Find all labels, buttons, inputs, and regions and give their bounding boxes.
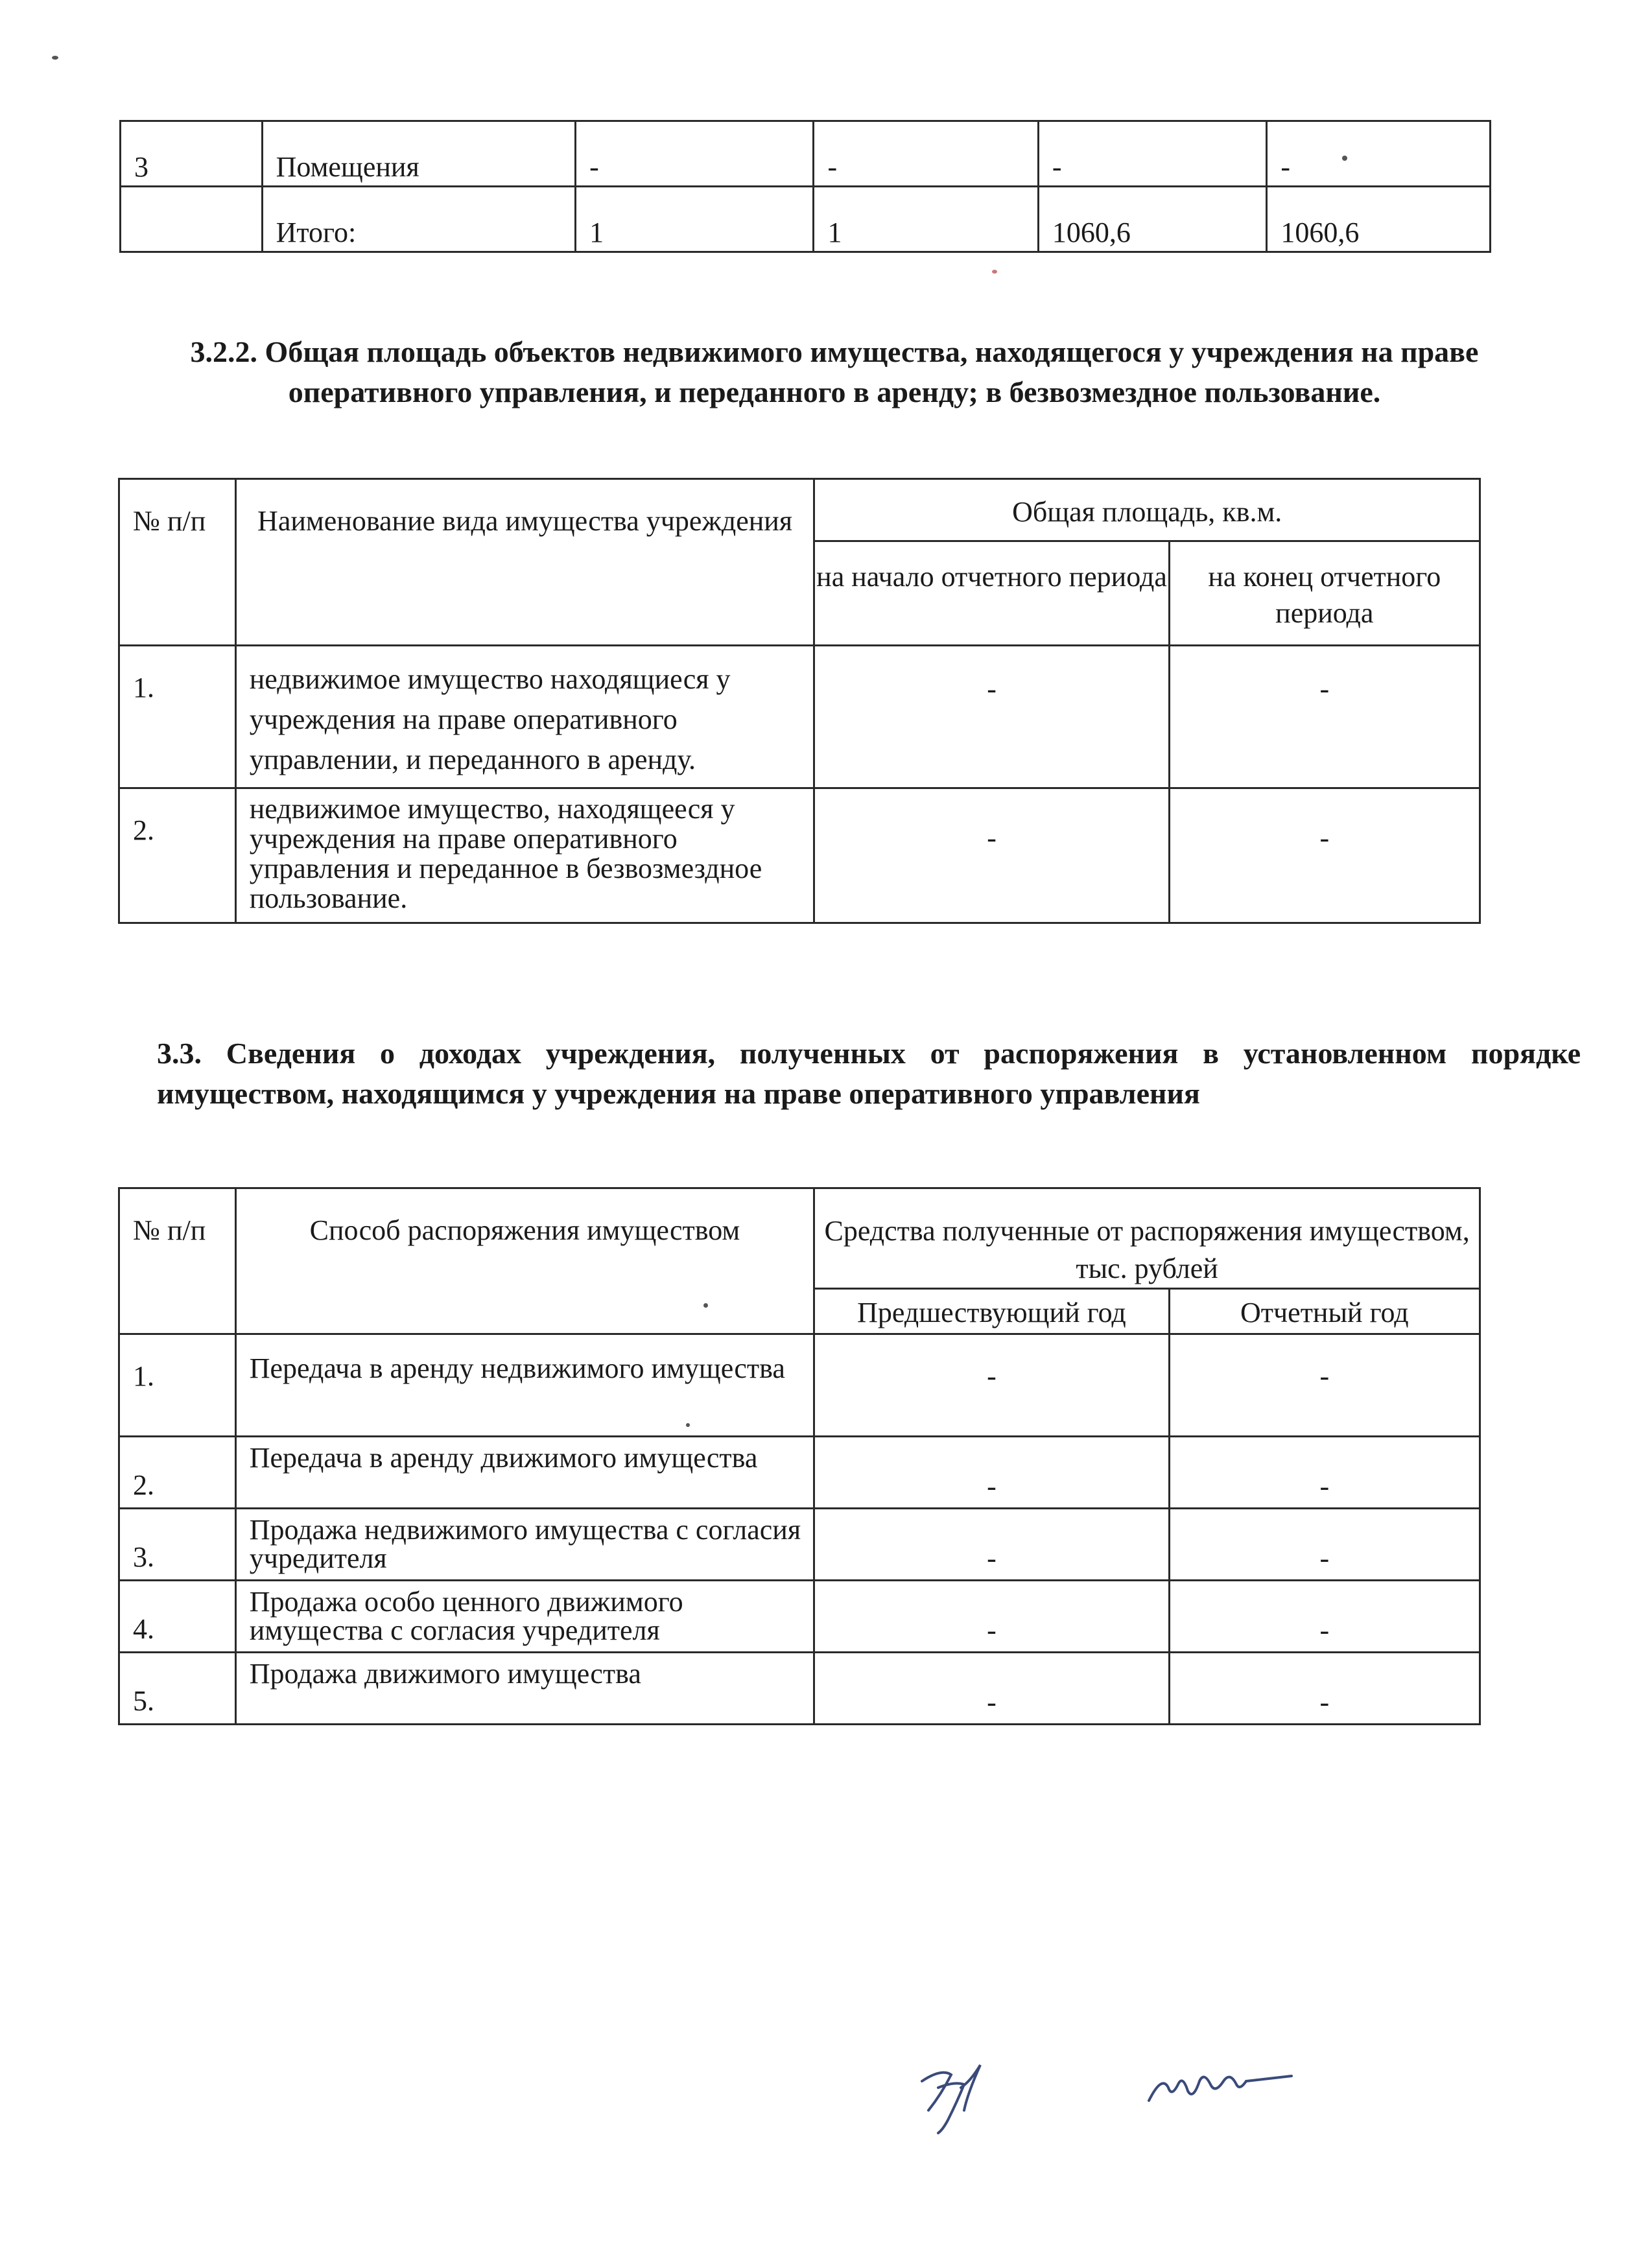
row-value: - — [1267, 121, 1491, 187]
header-report-year: Отчетный год — [1169, 1289, 1480, 1334]
header-start-period: на начало отчетного периода — [814, 541, 1169, 646]
header-group: Средства полученные от распоряжения имуществом, тыс. рублей — [814, 1188, 1480, 1289]
area-table — [118, 478, 1481, 924]
row-value: - — [1169, 788, 1480, 923]
row-number: 1. — [119, 1334, 236, 1437]
table-row-total — [121, 187, 1491, 252]
header-name: Способ распоряжения имуществом — [235, 1188, 814, 1334]
row-value: 1060,6 — [1038, 187, 1267, 252]
section-heading-3-3: 3.3. Сведения о доходах учреждения, полученных от распоряжения в установленном порядке имуществом, находящимся у учреждения на праве оперативного управления — [157, 1037, 1581, 1110]
table-row — [119, 1509, 1480, 1581]
signature-2 — [1142, 2055, 1298, 2107]
row-number: 5. — [119, 1653, 236, 1725]
row-value: 1 — [814, 187, 1038, 252]
row-name: Продажа особо ценного движимого имущества с согласия учредителя — [235, 1581, 814, 1653]
income-table — [118, 1187, 1481, 1725]
row-value: - — [814, 1437, 1170, 1509]
row-name: недвижимое имущество, находящееся у учреждения на праве оперативного управления и переданное в безвозмездное пользование. — [235, 788, 814, 923]
header-num: № п/п — [119, 1188, 236, 1334]
row-value: 1060,6 — [1267, 187, 1491, 252]
row-value: - — [1169, 1334, 1480, 1437]
row-value: - — [1169, 1581, 1480, 1653]
table-header-row — [119, 1188, 1480, 1289]
table-row — [119, 1334, 1480, 1437]
row-value: - — [814, 788, 1169, 923]
header-group: Общая площадь, кв.м. — [814, 479, 1480, 541]
row-number: 4. — [119, 1581, 236, 1653]
table-row — [119, 1437, 1480, 1509]
row-number: 2. — [119, 788, 236, 923]
row-name: Передача в аренду движимого имущества — [235, 1437, 814, 1509]
row-number: 1. — [119, 646, 236, 788]
row-value: - — [1038, 121, 1267, 187]
row-number: 2. — [119, 1437, 236, 1509]
header-previous-year: Предшествующий год — [814, 1289, 1170, 1334]
row-name: Передача в аренду недвижимого имущества — [235, 1334, 814, 1437]
row-number — [121, 187, 263, 252]
row-name: недвижимое имущество находящиеся у учреждения на праве оперативного управлении, и переданного в аренду. — [235, 646, 814, 788]
row-value: - — [1169, 646, 1480, 788]
signature-1 — [903, 2049, 1000, 2140]
section-heading-3-2-2: 3.2.2. Общая площадь объектов недвижимого имущества, находящегося у учреждения на праве оперативного управления, и переданного в аренду; в безвозмездное пользование. — [190, 335, 1479, 408]
row-number: 3. — [119, 1509, 236, 1581]
row-value: - — [814, 121, 1038, 187]
row-name: Продажа движимого имущества — [235, 1653, 814, 1725]
row-value: - — [814, 1334, 1170, 1437]
header-end-period: на конец отчетного периода — [1169, 541, 1480, 646]
row-value: - — [1169, 1509, 1480, 1581]
row-value: - — [814, 1653, 1170, 1725]
row-value: - — [814, 646, 1169, 788]
row-value: - — [1169, 1653, 1480, 1725]
table-row — [121, 121, 1491, 187]
row-number: 3 — [121, 121, 263, 187]
row-name: Помещения — [262, 121, 576, 187]
row-value: - — [576, 121, 814, 187]
header-num: № п/п — [119, 479, 236, 646]
row-name: Итого: — [262, 187, 576, 252]
row-value: 1 — [576, 187, 814, 252]
header-name: Наименование вида имущества учреждения — [235, 479, 814, 646]
row-name: Продажа недвижимого имущества с согласия учредителя — [235, 1509, 814, 1581]
table-row — [119, 1581, 1480, 1653]
table-row — [119, 646, 1480, 788]
row-value: - — [814, 1509, 1170, 1581]
property-table-continuation — [119, 120, 1491, 253]
table-row — [119, 1653, 1480, 1725]
table-header-row — [119, 479, 1480, 541]
row-value: - — [814, 1581, 1170, 1653]
table-row — [119, 788, 1480, 923]
row-value: - — [1169, 1437, 1480, 1509]
